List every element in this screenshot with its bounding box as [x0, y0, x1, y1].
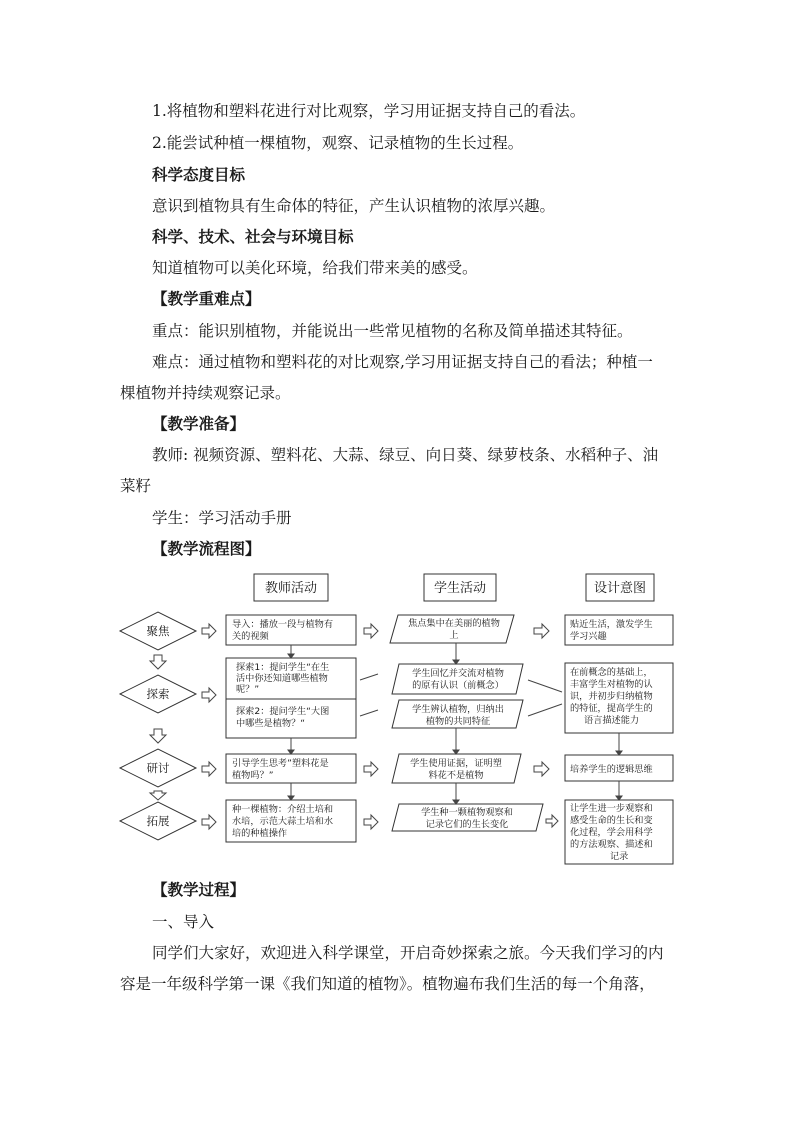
difficulty-line-1: 难点：通过植物和塑料花的对比观察,学习用证据支持自己的看法；种植一	[152, 353, 653, 371]
student-identify-l1: 学生辨认植物，归纳出	[412, 704, 504, 715]
intro-line-2: 容是一年级科学第一课《我们知道的植物》。植物遍布我们生活的每一个角落，	[120, 975, 655, 993]
objective-1: 1.将植物和塑料花进行对比观察，学习用证据支持自己的看法。	[152, 102, 586, 120]
design-concept-l4: 的特征，提高学生的	[570, 703, 653, 714]
header-student: 学生活动	[433, 581, 487, 596]
right-arrows-student	[528, 624, 562, 827]
student-recall-l2: 的原有认识（前概念）	[412, 680, 504, 691]
header-teacher: 教师活动	[264, 581, 318, 596]
design-growth-l5: 记录	[610, 851, 629, 862]
teacher-prep-line-2: 菜籽	[120, 477, 152, 495]
teacher-explore2-l2: 中哪些是植物？“	[236, 718, 306, 729]
section-intro: 一、导入	[152, 913, 215, 931]
header-design: 设计意图	[593, 581, 647, 596]
heading-preparation: 【教学准备】	[152, 414, 246, 433]
design-concept-l3: 识，并初步归纳植物	[570, 691, 653, 702]
teacher-intro-l2: 关的视频	[232, 631, 269, 642]
heading-flowchart: 【教学流程图】	[152, 539, 261, 558]
teacher-extend-l3: 培的种植操作	[232, 828, 288, 839]
key-point: 重点：能识别植物，并能说出一些常见植物的名称及简单描述其特征。	[152, 322, 633, 340]
design-concept-l2: 丰富学生对植物的认	[570, 679, 653, 690]
teacher-extend-l1: 种一棵植物：介绍土培和	[232, 804, 334, 815]
heading-process: 【教学过程】	[152, 880, 246, 899]
attitude-text: 意识到植物具有生命体的特征，产生认识植物的浓厚兴趣。	[152, 197, 556, 215]
design-logic: 培养学生的逻辑思维	[570, 764, 653, 775]
design-growth-l4: 的方法观察、描述和	[570, 839, 653, 850]
stage-focus: 聚焦	[146, 624, 170, 638]
design-growth-l1: 让学生进一步观察和	[570, 803, 653, 814]
student-prep: 学生：学习活动手册	[152, 509, 292, 527]
design-growth-l2: 感受生命的生长和变	[570, 815, 653, 826]
teacher-extend-l2: 水培，示范大蒜土培和水	[232, 816, 334, 827]
teacher-discuss-l1: 引导学生思考”塑料花是	[232, 758, 329, 769]
teacher-discuss-l2: 植物吗？”	[232, 770, 274, 781]
teacher-explore1-l1: 探索1：提问学生“在生	[236, 662, 330, 673]
intro-line-1: 同学们大家好，欢迎进入科学课堂，开启奇妙探索之旅。今天我们学习的内	[152, 944, 664, 962]
heading-attitude: 科学态度目标	[152, 165, 246, 184]
objective-2: 2.能尝试种植一棵植物，观察、记录植物的生长过程。	[152, 134, 524, 152]
student-plant-l2: 记录它们的生长变化	[425, 819, 509, 830]
teacher-explore1-l3: 呢？”	[236, 684, 260, 695]
stage-discuss: 研讨	[146, 761, 170, 775]
design-interest-l2: 学习兴趣	[570, 631, 607, 642]
student-plant-l1: 学生种一颗植物观察和	[421, 807, 513, 818]
student-recall-l1: 学生回忆并交流对植物	[412, 668, 504, 679]
teaching-flowchart	[116, 568, 676, 868]
teacher-prep-line-1: 教师: 视频资源、塑料花、大蒜、绿豆、向日葵、绿萝枝条、水稻种子、油	[152, 446, 659, 464]
student-identify-l2: 植物的共同特征	[425, 716, 491, 727]
stage-explore: 探索	[146, 687, 170, 701]
stage-extend: 拓展	[146, 814, 170, 828]
stse-text: 知道植物可以美化环境，给我们带来美的感受。	[152, 259, 478, 277]
heading-key-points: 【教学重难点】	[152, 289, 261, 308]
design-interest-l1: 贴近生活，激发学生	[570, 619, 653, 630]
design-concept-l5: 语言描述能力	[584, 715, 640, 726]
heading-stse: 科学、技术、社会与环境目标	[152, 227, 354, 246]
design-growth-l3: 化过程，学会用科学	[570, 827, 653, 838]
student-evidence-l1: 学生使用证据，证明塑	[410, 758, 502, 769]
student-focus-l2: 上	[449, 630, 459, 641]
student-evidence-l2: 料花不是植物	[428, 770, 484, 781]
design-concept-l1: 在前概念的基础上，	[570, 667, 653, 678]
teacher-explore1-l2: 活中你还知道哪些植物	[236, 673, 328, 684]
right-arrows-teacher	[360, 624, 378, 829]
student-focus-l1: 焦点集中在美丽的植物	[408, 618, 500, 629]
teacher-intro-l1: 导入：播放一段与植物有	[232, 619, 334, 630]
difficulty-line-2: 棵植物并持续观察记录。	[120, 384, 291, 402]
right-arrows-stage	[202, 624, 216, 829]
teacher-explore2-l1: 探索2：提问学生“大图	[236, 706, 330, 717]
